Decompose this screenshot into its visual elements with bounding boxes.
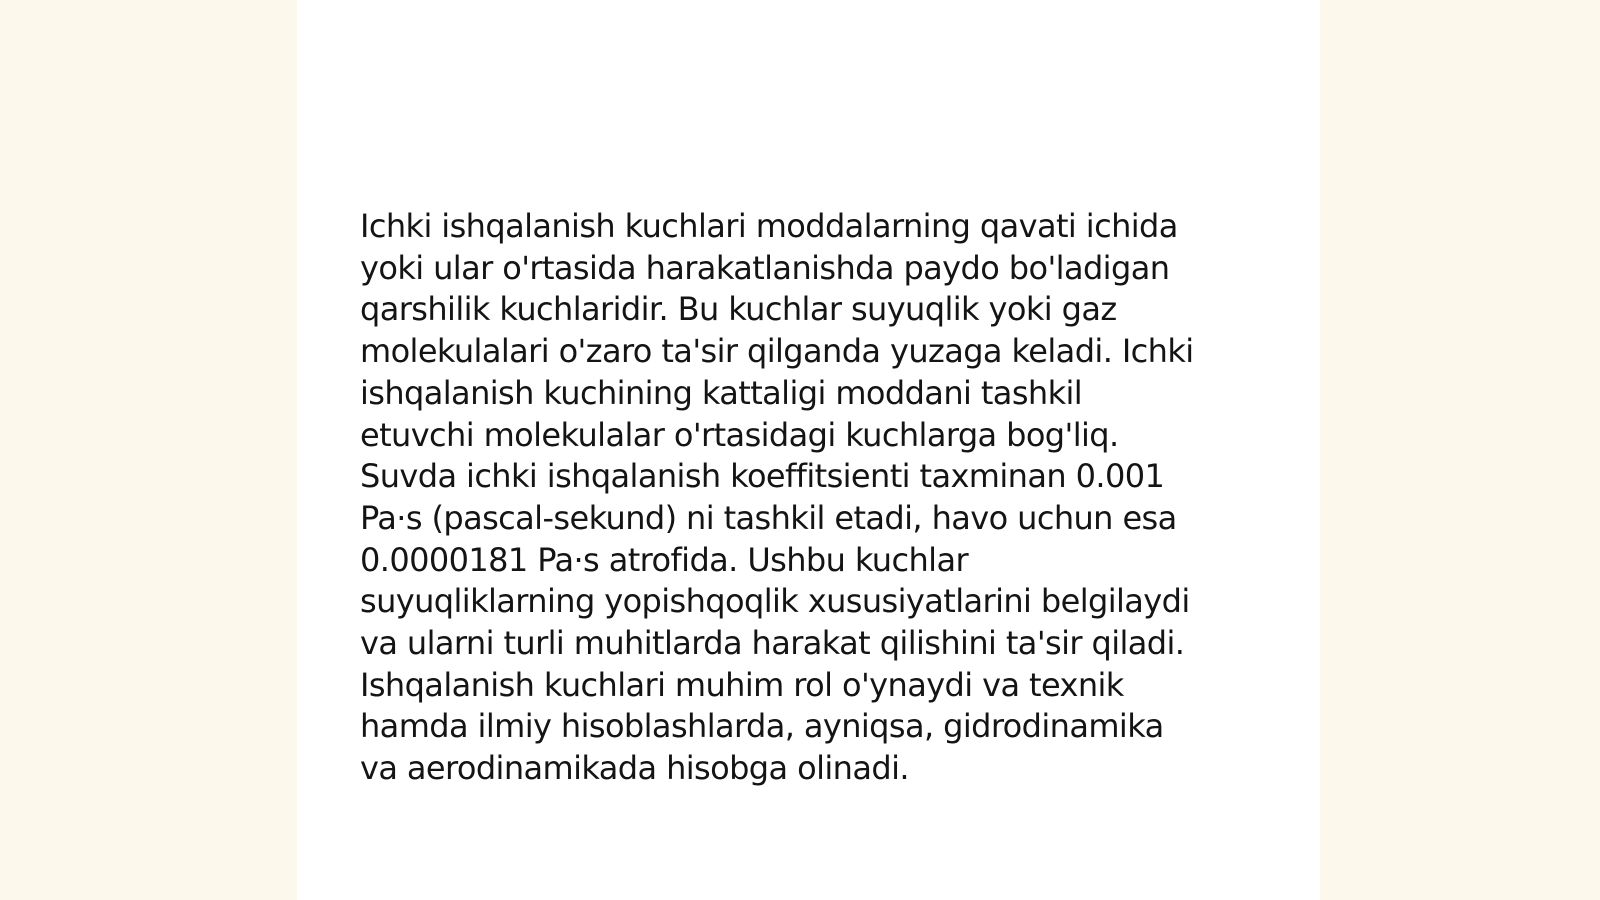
body-text-line: etuvchi molekulalar o'rtasidagi kuchlarga bog'liq. — [360, 415, 1119, 454]
body-text-line: va ularni turli muhitlarda harakat qilishini ta'sir qiladi. — [360, 624, 1185, 663]
body-text-line: qarshilik kuchlaridir. Bu kuchlar suyuqlik yoki gaz — [360, 290, 1117, 329]
body-text-line: Pa·s (pascal-sekund) ni tashkil etadi, havo uchun esa — [360, 498, 1177, 537]
body-text-line: yoki ular o'rtasida harakatlanishda paydo bo'ladigan — [360, 248, 1170, 287]
body-text-line: ishqalanish kuchining kattaligi moddani tashkil — [360, 373, 1083, 412]
body-text-line: Suvda ichki ishqalanish koeffitsienti taxminan 0.001 — [360, 457, 1165, 496]
body-text-line: 0.0000181 Pa·s atrofida. Ushbu kuchlar — [360, 540, 969, 579]
slide — [297, 0, 1320, 900]
slide-body-text — [360, 206, 1260, 790]
body-text-line: Ishqalanish kuchlari muhim rol o'ynaydi va texnik — [360, 665, 1124, 704]
body-text-line: hamda ilmiy hisoblashlarda, ayniqsa, gidrodinamika — [360, 707, 1164, 746]
body-text-line: Ichki ishqalanish kuchlari moddalarning qavati ichida — [360, 207, 1178, 245]
body-text-line: molekulalari o'zaro ta'sir qilganda yuzaga keladi. Ichki — [360, 332, 1194, 371]
body-text-line: suyuqliklarning yopishqoqlik xususiyatlarini belgilaydi — [360, 582, 1190, 621]
body-text-line: va aerodinamikada hisobga olinadi. — [360, 749, 909, 788]
